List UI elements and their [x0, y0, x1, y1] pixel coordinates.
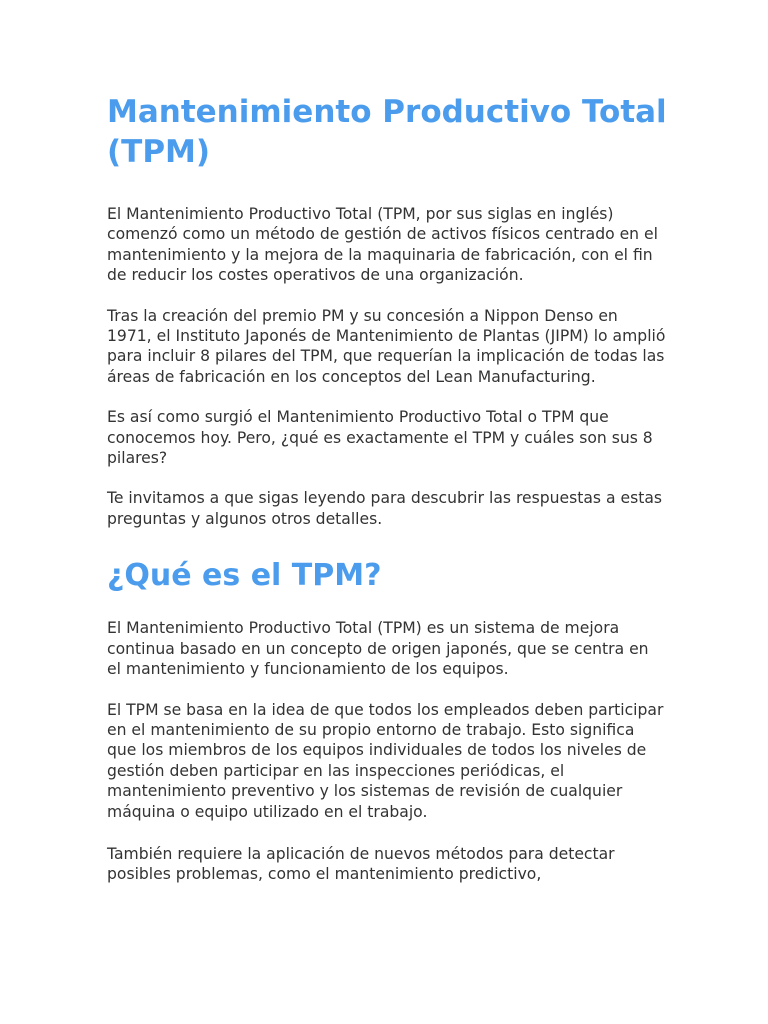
section-paragraph-2: El TPM se basa en la idea de que todos los empleados deben participar en el mantenimiento de su propio entorno de trabajo. Esto significa que los miembros de los equipos individuales de todos los niveles de gestión deben participar en las inspecciones periódicas, el mantenimiento preventivo y los sistemas de revisión de cualquier máquina o equipo utilizado en el trabajo. [107, 700, 664, 821]
intro-paragraph-2: Tras la creación del premio PM y su concesión a Nippon Denso en 1971, el Instituto Japonés de Mantenimiento de Plantas (JIPM) lo amplió para incluir 8 pilares del TPM, que requerían la implicación de todas las áreas de fabricación en los conceptos del Lean Manufacturing. [107, 306, 666, 386]
intro-paragraph-3: Es así como surgió el Mantenimiento Productivo Total o TPM que conocemos hoy. Pero, ¿qué es exactamente el TPM y cuáles son sus 8 pilares? [107, 408, 653, 468]
section-paragraph-1: El Mantenimiento Productivo Total (TPM) es un sistema de mejora continua basado en un concepto de origen japonés, que se centra en el mantenimiento y funcionamiento de los equipos. [107, 619, 649, 679]
intro-paragraph-1: El Mantenimiento Productivo Total (TPM, por sus siglas en inglés) comenzó como un método de gestión de activos físicos centrado en el mantenimiento y la mejora de la maquinaria de fabricación, con el fin de reducir los costes operativos de una organización. [107, 205, 658, 285]
section-paragraph-3: También requiere la aplicación de nuevos métodos para detectar posibles problemas, como el mantenimiento predictivo, [107, 844, 615, 884]
section-heading: ¿Qué es el TPM? [107, 558, 382, 594]
intro-paragraph-4: Te invitamos a que sigas leyendo para descubrir las respuestas a estas preguntas y algunos otros detalles. [107, 489, 663, 528]
document-page [107, 92, 667, 885]
page-title: Mantenimiento Productivo Total (TPM) [107, 94, 667, 170]
